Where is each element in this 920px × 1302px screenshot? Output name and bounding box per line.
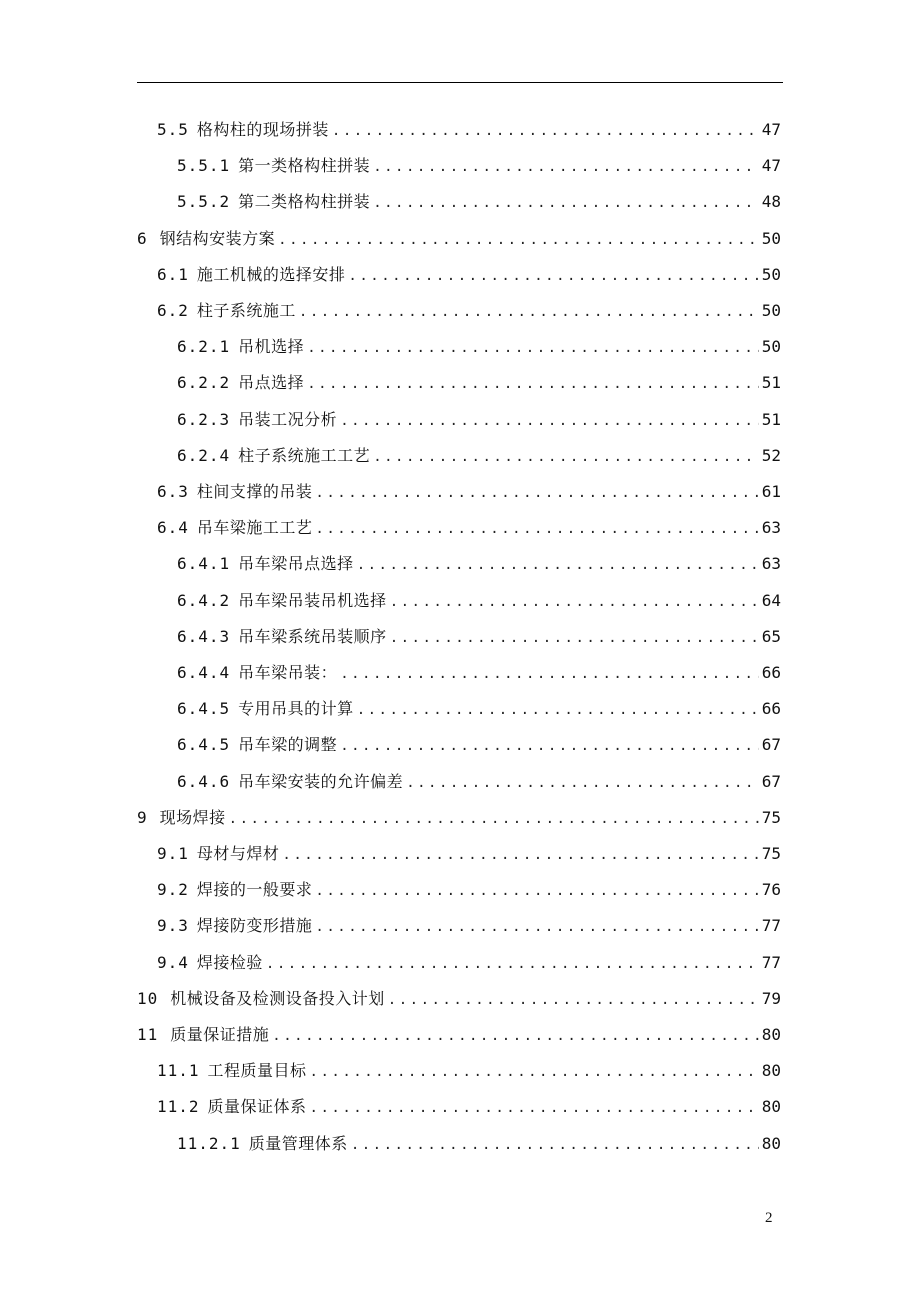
toc-entry[interactable] — [137, 221, 781, 257]
toc-entry-number: 6.2.3 — [177, 410, 231, 429]
toc-entry-leader — [332, 113, 759, 149]
toc-entry-leader — [357, 692, 759, 728]
toc-entry-page: 80 — [761, 1097, 781, 1116]
toc-entry-leader — [340, 656, 759, 692]
toc-entry-leader — [406, 765, 759, 801]
toc-entry[interactable] — [157, 112, 781, 148]
toc-entry-title: 柱子系统施工 — [196, 301, 296, 320]
toc-entry-page: 80 — [761, 1061, 781, 1080]
toc-entry[interactable] — [177, 184, 781, 220]
toc-entry-leader — [282, 837, 758, 873]
toc-entry[interactable] — [177, 583, 781, 619]
toc-entry-title: 专用吊具的计算 — [238, 699, 354, 718]
toc-entry-page: 75 — [761, 808, 781, 827]
toc-entry-leader — [310, 1090, 759, 1126]
toc-entry-leader — [351, 1127, 759, 1163]
toc-entry-leader — [266, 946, 759, 982]
toc-entry[interactable] — [177, 365, 781, 401]
toc-entry-number: 5.5.1 — [177, 156, 231, 175]
toc-entry-title: 格构柱的现场拼装 — [196, 120, 329, 139]
toc-entry-leader — [229, 801, 759, 837]
toc-entry[interactable] — [157, 1089, 781, 1125]
toc-entry-page: 80 — [761, 1025, 781, 1044]
toc-entry[interactable] — [177, 727, 781, 763]
toc-entry-leader — [373, 185, 759, 221]
toc-entry-number: 11 — [137, 1025, 159, 1044]
toc-entry-title: 工程质量目标 — [207, 1061, 307, 1080]
toc-entry-number: 6.2.4 — [177, 446, 231, 465]
toc-entry-leader — [390, 584, 759, 620]
toc-entry-number: 6.3 — [157, 482, 189, 501]
toc-entry-page: 50 — [761, 337, 781, 356]
toc-entry-page: 51 — [761, 410, 781, 429]
toc-entry[interactable] — [177, 546, 781, 582]
toc-entry-title: 吊车梁吊装： — [238, 663, 338, 682]
toc-entry-leader — [373, 149, 759, 185]
toc-entry-page: 76 — [761, 880, 781, 899]
toc-entry-page: 47 — [761, 120, 781, 139]
toc-entry-leader — [315, 909, 758, 945]
toc-entry-title: 机械设备及检测设备投入计划 — [170, 989, 385, 1008]
toc-entry[interactable] — [157, 908, 781, 944]
toc-entry-leader — [340, 728, 759, 764]
toc-entry[interactable] — [177, 438, 781, 474]
toc-entry-page: 77 — [761, 953, 781, 972]
toc-entry-number: 9.4 — [157, 953, 189, 972]
toc-entry-title: 施工机械的选择安排 — [196, 265, 346, 284]
toc-entry-title: 吊机选择 — [238, 337, 305, 356]
toc-entry[interactable] — [137, 981, 781, 1017]
toc-entry-number: 11.2 — [157, 1097, 200, 1116]
toc-entry-leader — [357, 547, 759, 583]
toc-entry-leader — [315, 475, 758, 511]
toc-entry-page: 50 — [761, 265, 781, 284]
toc-entry-page: 64 — [761, 591, 781, 610]
toc-entry-leader — [315, 873, 758, 909]
toc-entry[interactable] — [157, 257, 781, 293]
toc-entry[interactable] — [157, 945, 781, 981]
toc-entry[interactable] — [177, 691, 781, 727]
toc-entry-number: 6.4.1 — [177, 554, 231, 573]
toc-entry-number: 9.3 — [157, 916, 189, 935]
toc-entry-leader — [390, 620, 759, 656]
toc-entry-number: 6.1 — [157, 265, 189, 284]
toc-entry-leader — [340, 403, 759, 439]
toc-entry-leader — [388, 982, 759, 1018]
toc-entry-page: 52 — [761, 446, 781, 465]
toc-entry[interactable] — [157, 474, 781, 510]
toc-entry-title: 第一类格构柱拼装 — [238, 156, 371, 175]
toc-entry[interactable] — [177, 655, 781, 691]
toc-entry-title: 焊接防变形措施 — [196, 916, 313, 935]
toc-entry[interactable] — [137, 1017, 781, 1053]
toc-entry-title: 吊车梁的调整 — [238, 735, 338, 754]
toc-entry-number: 6.2 — [157, 301, 189, 320]
toc-entry-title: 第二类格构柱拼装 — [238, 192, 371, 211]
toc-entry-page: 67 — [761, 735, 781, 754]
toc-entry-title: 质量保证措施 — [170, 1025, 270, 1044]
toc-entry-page: 63 — [761, 554, 781, 573]
page-number: 2 — [765, 1210, 773, 1226]
toc-entry-title: 质量保证体系 — [207, 1097, 307, 1116]
toc-entry-number: 6.2.2 — [177, 373, 231, 392]
toc-entry[interactable] — [177, 764, 781, 800]
toc-entry[interactable] — [157, 1053, 781, 1089]
toc-entry-leader — [310, 1054, 759, 1090]
toc-entry-title: 焊接的一般要求 — [196, 880, 313, 899]
toc-entry-number: 6.4.5 — [177, 699, 231, 718]
toc-entry[interactable] — [177, 402, 781, 438]
toc-entry-number: 11.1 — [157, 1061, 200, 1080]
toc-entry-number: 9.1 — [157, 844, 189, 863]
toc-entry-page: 80 — [761, 1134, 781, 1153]
toc-entry-leader — [315, 511, 758, 547]
toc-entry-leader — [307, 366, 759, 402]
toc-entry[interactable] — [137, 800, 781, 836]
toc-entry[interactable] — [177, 619, 781, 655]
toc-entry-title: 母材与焊材 — [196, 844, 280, 863]
toc-entry-page: 79 — [761, 989, 781, 1008]
header-rule — [137, 82, 783, 83]
toc-entry[interactable] — [157, 293, 781, 329]
toc-entry-title: 现场焊接 — [159, 808, 226, 827]
toc-entry-title: 吊车梁吊点选择 — [238, 554, 354, 573]
toc-entry-title: 吊车梁吊装吊机选择 — [238, 591, 387, 610]
toc-entry-title: 柱间支撑的吊装 — [196, 482, 313, 501]
toc-entry-number: 9.2 — [157, 880, 189, 899]
toc-entry-number: 5.5 — [157, 120, 189, 139]
toc-entry[interactable] — [177, 1126, 781, 1162]
toc-entry-page: 61 — [761, 482, 781, 501]
toc-entry-number: 9 — [137, 808, 148, 827]
toc-entry-title: 吊装工况分析 — [238, 410, 338, 429]
toc-entry[interactable] — [177, 148, 781, 184]
toc-entry[interactable] — [157, 872, 781, 908]
toc-entry-leader — [299, 294, 759, 330]
toc-entry-title: 质量管理体系 — [248, 1134, 348, 1153]
toc-entry-title: 焊接检验 — [196, 953, 263, 972]
toc-entry[interactable] — [177, 329, 781, 365]
toc-entry-page: 67 — [761, 772, 781, 791]
toc-entry-number: 10 — [137, 989, 159, 1008]
toc-entry-page: 48 — [761, 192, 781, 211]
toc-entry-page: 65 — [761, 627, 781, 646]
toc-entry-page: 51 — [761, 373, 781, 392]
toc-entry-number: 6.4.3 — [177, 627, 231, 646]
toc-entry-leader — [307, 330, 759, 366]
toc-entry-title: 吊车梁安装的允许偏差 — [238, 772, 404, 791]
toc-entry-number: 6.2.1 — [177, 337, 231, 356]
toc-entry-number: 6.4.6 — [177, 772, 231, 791]
toc-entry-page: 75 — [761, 844, 781, 863]
toc-entry-page: 66 — [761, 699, 781, 718]
toc-entry-title: 吊车梁系统吊装顺序 — [238, 627, 387, 646]
toc-entry-page: 77 — [761, 916, 781, 935]
toc-entry-page: 63 — [761, 518, 781, 537]
toc-entry-title: 钢结构安装方案 — [159, 229, 276, 248]
toc-entry-number: 6.4 — [157, 518, 189, 537]
toc-entry-leader — [272, 1018, 758, 1054]
toc-entry-number: 6.4.5 — [177, 735, 231, 754]
toc-entry-title: 吊点选择 — [238, 373, 305, 392]
toc-entry-title: 吊车梁施工工艺 — [196, 518, 313, 537]
toc-entry[interactable] — [157, 510, 781, 546]
toc-entry-page: 47 — [761, 156, 781, 175]
toc-entry-number: 6.4.2 — [177, 591, 231, 610]
toc-entry-title: 柱子系统施工工艺 — [238, 446, 371, 465]
toc-entry[interactable] — [157, 836, 781, 872]
toc-entry-number: 6 — [137, 229, 148, 248]
toc-entry-leader — [278, 222, 759, 258]
toc-entry-page: 50 — [761, 229, 781, 248]
toc-entry-leader — [373, 439, 759, 475]
toc-entry-number: 5.5.2 — [177, 192, 231, 211]
toc-entry-leader — [348, 258, 758, 294]
toc-entry-page: 50 — [761, 301, 781, 320]
toc-entry-page: 66 — [761, 663, 781, 682]
toc-entry-number: 6.4.4 — [177, 663, 231, 682]
toc-entry-number: 11.2.1 — [177, 1134, 241, 1153]
